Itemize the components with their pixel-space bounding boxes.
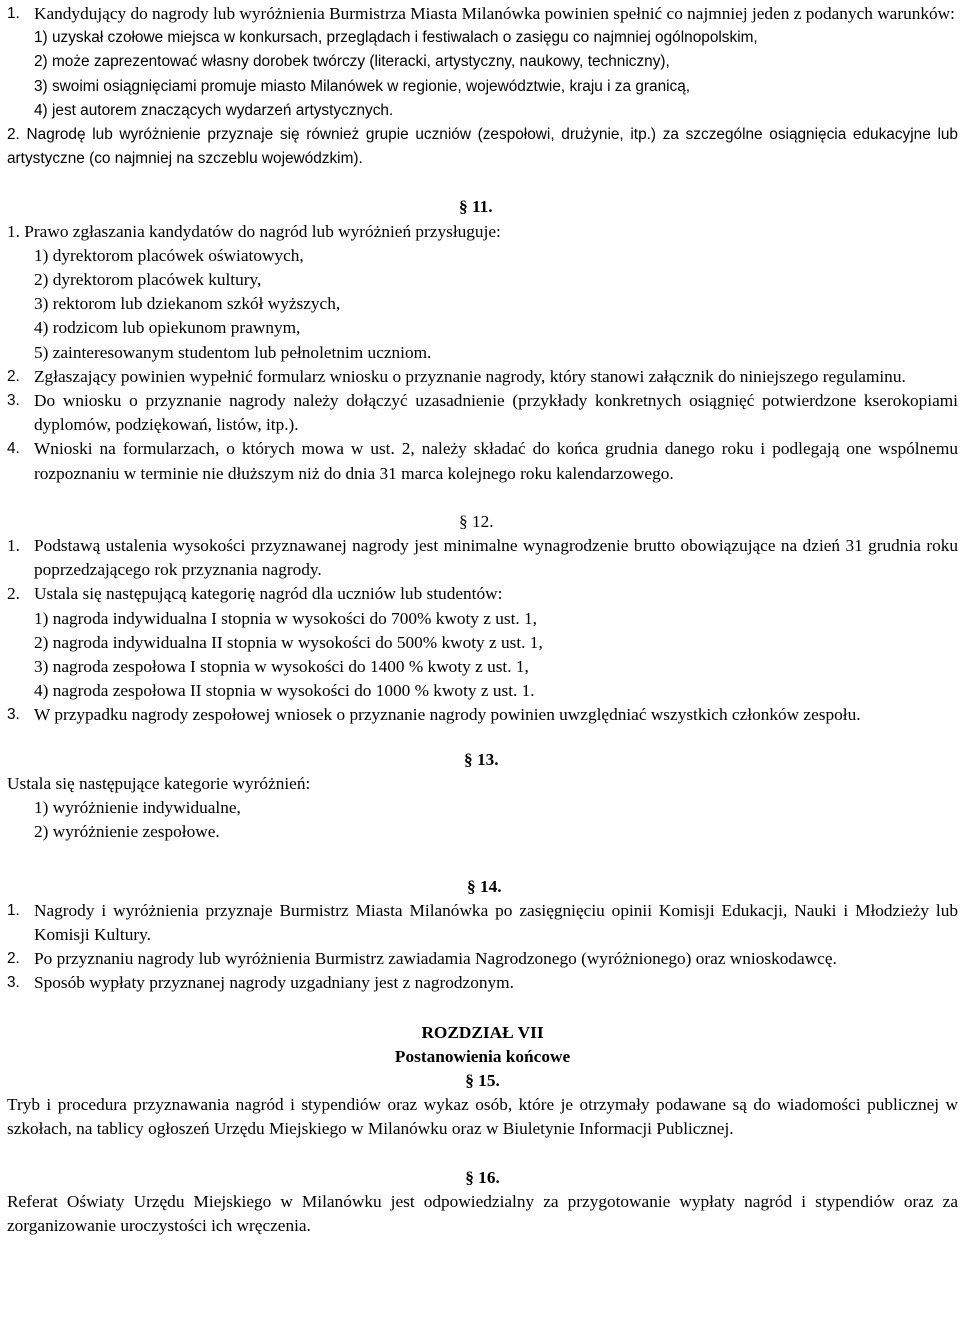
s12-item-2-text: Ustala się następującą kategorię nagród dla uczniów lub studentów: [34, 584, 503, 604]
s10-condition-4: 4) jest autorem znaczących wydarzeń artystycznych. [34, 101, 394, 119]
s14-item-1-number: 1. [7, 901, 20, 919]
s12-award-4: 4) nagroda zespołowa II stopnia w wysokości do 1000 % kwoty z ust. 1. [34, 681, 535, 701]
s10-condition-2: 2) może zaprezentować własny dorobek twórczy (literacki, artystyczny, naukowy, techniczny), [34, 53, 670, 71]
chapter-title: ROZDZIAŁ VII [421, 1022, 544, 1042]
s14-item-2-number: 2. [7, 950, 20, 968]
s15-heading: § 15. [465, 1070, 500, 1090]
s11-item-2 [7, 365, 958, 389]
document-page [7, 2, 958, 1238]
s12-item-1-text: Podstawą ustalenia wysokości przyznawanej nagrody jest minimalne wynagrodzenie brutto obowiązujące na dzień 31 grudnia roku poprzedzającego rok przyznania nagrody. [34, 536, 958, 580]
s12-item-2-number: 2. [7, 584, 20, 604]
s10-item-2-text: Nagrodę lub wyróżnienie przyznaje się również grupie uczniów (zespołowi, drużynie, itp.) za szczególne osiągnięcia edukacyjne lub artystyczne (co najmniej na szczeblu wojewódzkim). [7, 126, 958, 168]
s14-item-2-text: Po przyznaniu nagrody lub wyróżnienia Burmistrz zawiadamia Nagrodzonego (wyróżnionego) oraz wnioskodawcę. [34, 949, 837, 969]
s12-item-3 [7, 703, 958, 727]
s11-item-4-number: 4. [7, 440, 20, 458]
s14-item-3-text: Sposób wypłaty przyznanej nagrody uzgadniany jest z nagrodzonym. [34, 973, 514, 993]
s11-item-3 [7, 389, 958, 437]
s11-item-1 [7, 220, 958, 244]
s11-item-3-text: Do wniosku o przyznanie nagrody należy dołączyć uzasadnienie (przykłady konkretnych osiągnięć potwierdzone kserokopiami dyplomów, podziękowań, listów, itp.). [34, 391, 958, 435]
s12-award-3: 3) nagroda zespołowa I stopnia w wysokości do 1400 % kwoty z ust. 1, [34, 657, 529, 677]
s15-text: Tryb i procedura przyznawania nagród i stypendiów oraz wykaz osób, które je otrzymały podawane są do wiadomości publicznej w szkołach, na tablicy ogłoszeń Urzędu Miejskiego w Milanówku oraz w Biuletynie Informacji Publicznej. [7, 1095, 958, 1139]
s14-item-3-number: 3. [7, 974, 20, 992]
s13-distinction-2: 2) wyróżnienie zespołowe. [34, 822, 220, 842]
s14-heading: § 14. [467, 876, 502, 896]
s12-item-3-number: 3. [7, 706, 20, 724]
s11-item-4-text: Wnioski na formularzach, o których mowa w ust. 2, należy składać do końca grudnia danego roku i podlegają one wspólnemu rozpoznaniu w terminie nie dłuższym niż do dnia 31 marca kolejnego roku kalendarzowego. [34, 439, 958, 483]
s14-item-2 [7, 947, 958, 971]
s11-item-1-number: 1. [7, 221, 20, 241]
s11-heading: § 11. [459, 197, 493, 217]
s12-item-1-number: 1. [7, 536, 20, 556]
s11-entitled-5: 5) zainteresowanym studentom lub pełnoletnim uczniom. [34, 342, 432, 362]
s12-item-1 [7, 534, 958, 582]
s11-item-1-text: Prawo zgłaszania kandydatów do nagród lub wyróżnień przysługuje: [24, 221, 501, 241]
s14-item-1-text: Nagrody i wyróżnienia przyznaje Burmistrz Miasta Milanówka po zasięgnięciu opinii Komisji Edukacji, Nauki i Młodzieży lub Komisji Kultury. [34, 900, 958, 944]
s12-award-categories [7, 607, 958, 704]
s12-heading: § 12. [459, 511, 494, 531]
s12-award-1: 1) nagroda indywidualna I stopnia w wysokości do 700% kwoty z ust. 1, [34, 608, 538, 628]
s10-conditions-list [7, 26, 958, 123]
s11-entitled-3: 3) rektorom lub dziekanom szkół wyższych, [34, 294, 341, 314]
s14-item-1 [7, 899, 958, 947]
s13-distinction-1: 1) wyróżnienie indywidualne, [34, 798, 241, 818]
chapter-subtitle: Postanowienia końcowe [394, 1046, 571, 1066]
s14-item-3 [7, 971, 958, 995]
s10-condition-1: 1) uzyskał czołowe miejsca w konkursach, przeglądach i festiwalach o zasięgu co najmniej ogólnopolskim, [34, 29, 758, 47]
s13-heading: § 13. [464, 749, 499, 769]
s10-item-2 [7, 123, 958, 171]
s11-entitled-list [7, 244, 958, 365]
s10-item-1 [7, 2, 958, 26]
s11-item-2-number: 2. [7, 367, 20, 385]
s10-condition-3: 3) swoimi osiągnięciami promuje miasto Milanówek w regionie, województwie, kraju i za granicą, [34, 77, 691, 95]
s16-text: Referat Oświaty Urzędu Miejskiego w Milanówku jest odpowiedzialny za przygotowanie wypłaty nagród i stypendiów oraz za zorganizowanie uroczystości ich wręczenia. [7, 1191, 958, 1235]
s11-entitled-4: 4) rodzicom lub opiekunom prawnym, [34, 318, 301, 338]
s10-item-2-number: 2. [7, 126, 20, 144]
s11-item-3-number: 3. [7, 392, 20, 410]
s11-entitled-2: 2) dyrektorom placówek kultury, [34, 270, 262, 290]
s10-item-1-text: Kandydujący do nagrody lub wyróżnienia Burmistrza Miasta Milanówka powinien spełnić co najmniej jeden z podanych warunków: [34, 4, 955, 23]
s16-heading: § 16. [465, 1167, 500, 1187]
s13-intro: Ustala się następujące kategorie wyróżnień: [7, 773, 311, 793]
s11-item-4 [7, 437, 958, 485]
s12-item-2 [7, 582, 958, 606]
s12-award-2: 2) nagroda indywidualna II stopnia w wysokości do 500% kwoty z ust. 1, [34, 632, 543, 652]
s11-item-2-text: Zgłaszający powinien wypełnić formularz wniosku o przyznanie nagrody, który stanowi załącznik do niniejszego regulaminu. [34, 366, 906, 386]
s10-item-1-number: 1. [7, 5, 20, 22]
s12-item-3-text: W przypadku nagrody zespołowej wniosek o przyznanie nagrody powinien uwzględniać wszystkich członków zespołu. [34, 705, 861, 725]
s13-distinction-categories [7, 796, 958, 844]
s11-entitled-1: 1) dyrektorom placówek oświatowych, [34, 245, 304, 265]
